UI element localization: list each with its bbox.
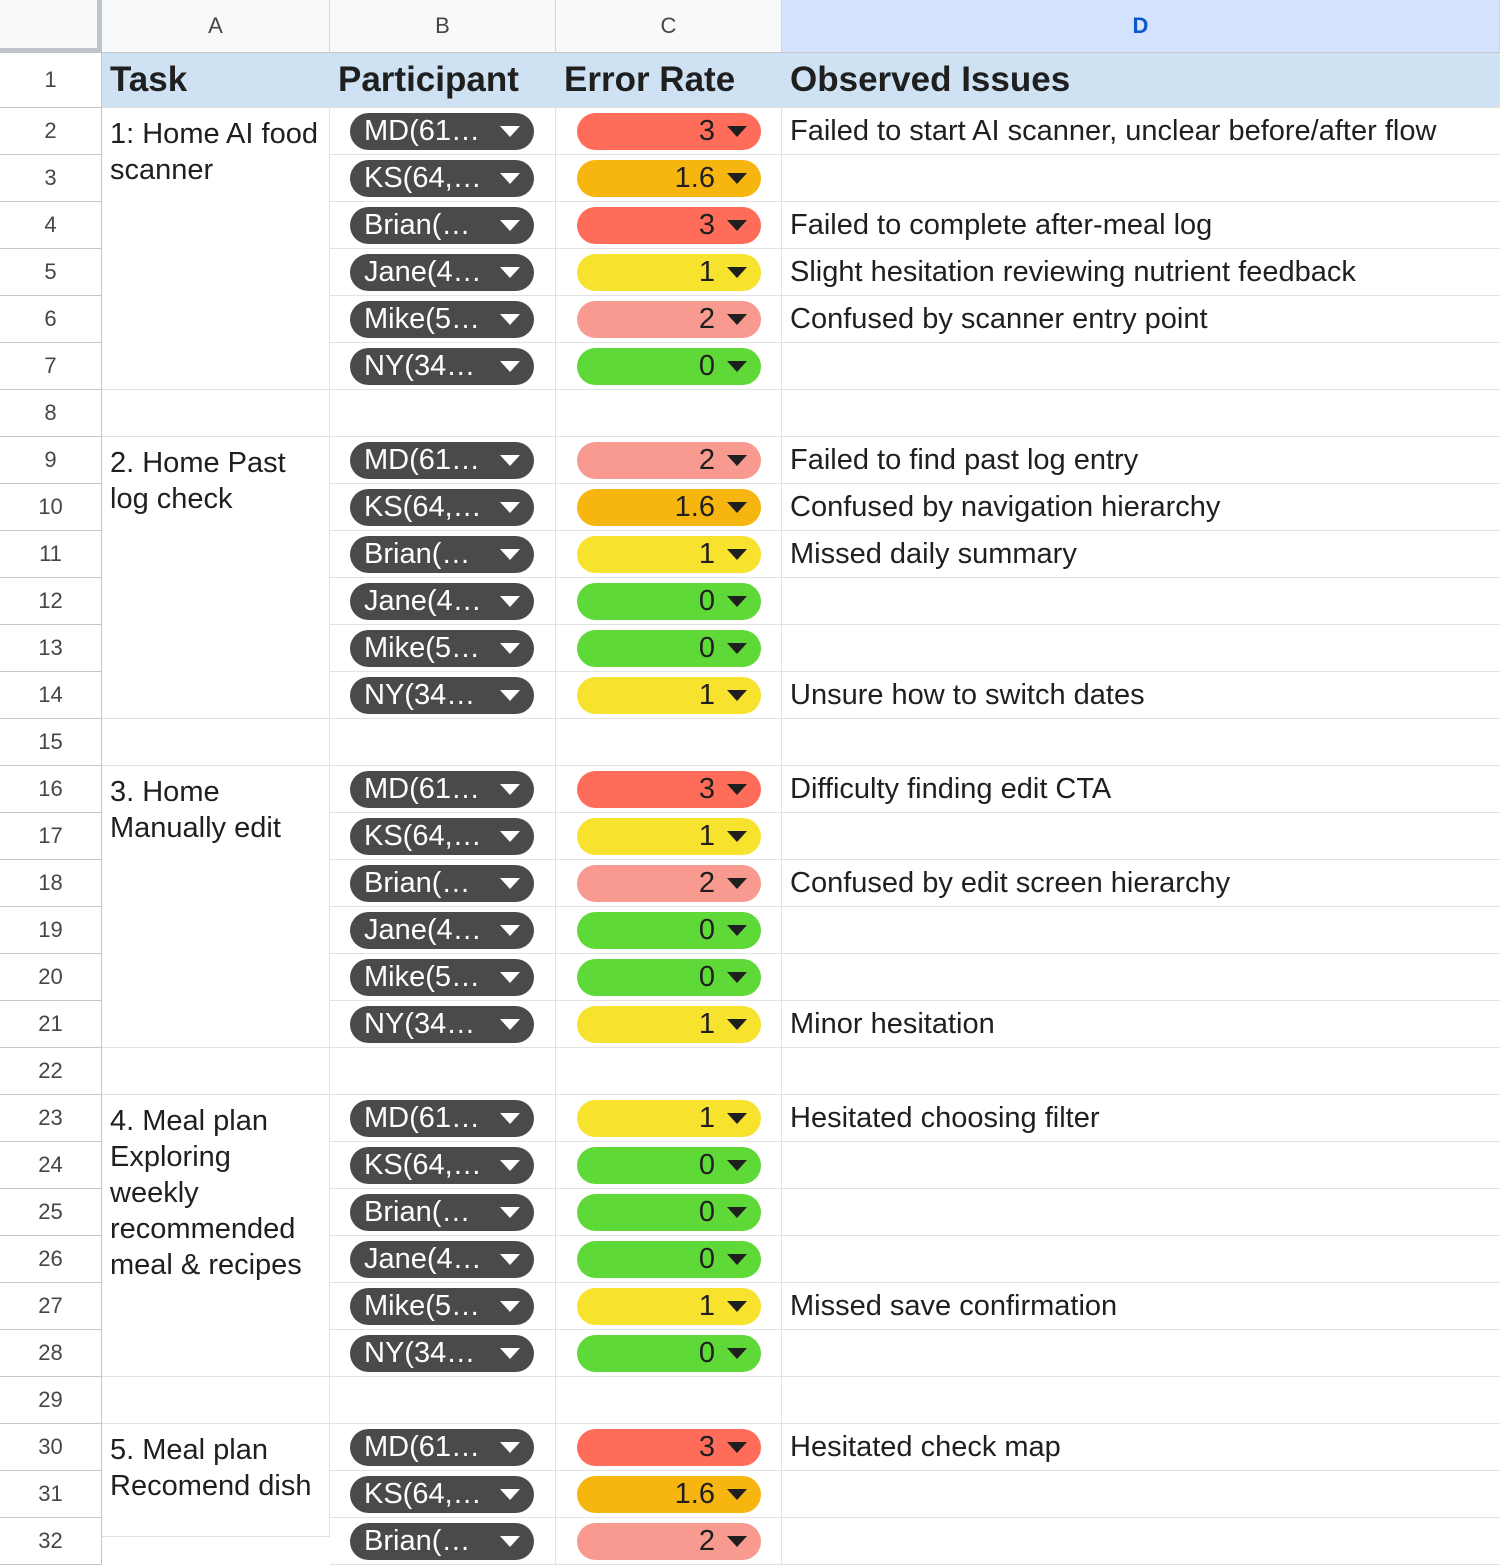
error-rate-value: 1 — [698, 1102, 715, 1134]
observed-issue-cell[interactable] — [782, 625, 1500, 672]
chevron-down-icon[interactable] — [500, 784, 520, 795]
error-rate-value: 3 — [698, 209, 715, 241]
error-rate-value: 0 — [698, 632, 715, 664]
row-header[interactable]: 13 — [0, 625, 102, 672]
error-rate-value: 1 — [698, 256, 715, 288]
chevron-down-icon[interactable] — [727, 173, 747, 184]
participant-label: Mike(5… — [364, 961, 481, 993]
row-header[interactable]: 8 — [0, 390, 102, 437]
error-rate-value: 1 — [698, 1008, 715, 1040]
participant-dropdown-chip[interactable] — [350, 113, 534, 150]
column-header-b[interactable]: B — [330, 0, 556, 53]
chevron-down-icon[interactable] — [500, 1160, 520, 1171]
chevron-down-icon[interactable] — [727, 1160, 747, 1171]
error-rate-value: 0 — [698, 1149, 715, 1181]
row-header[interactable]: 15 — [0, 719, 102, 766]
row-header[interactable]: 23 — [0, 1095, 102, 1142]
observed-issue-cell[interactable]: Unsure how to switch dates — [782, 672, 1500, 719]
participant-cell[interactable] — [330, 719, 556, 766]
row-header[interactable]: 3 — [0, 155, 102, 202]
participant-label: Jane(4… — [364, 256, 482, 288]
task-cell-1[interactable]: 1: Home AI food scanner — [102, 108, 330, 390]
error-rate-value: 3 — [698, 1431, 715, 1463]
task-cell-4[interactable]: 4. Meal plan Exploring weekly recommended meal & recipes — [102, 1095, 330, 1377]
error-rate-value: 2 — [698, 1525, 715, 1557]
row-header[interactable]: 6 — [0, 296, 102, 343]
participant-dropdown-chip[interactable] — [350, 1241, 534, 1278]
chevron-down-icon[interactable] — [727, 220, 747, 231]
observed-issue-cell[interactable] — [782, 343, 1500, 390]
row-header[interactable]: 4 — [0, 202, 102, 249]
chevron-down-icon[interactable] — [500, 925, 520, 936]
error-rate-value: 0 — [698, 350, 715, 382]
chevron-down-icon[interactable] — [500, 126, 520, 137]
chevron-down-icon[interactable] — [727, 549, 747, 560]
error-rate-dropdown-chip[interactable] — [577, 818, 761, 855]
chevron-down-icon[interactable] — [727, 972, 747, 983]
chevron-down-icon[interactable] — [727, 925, 747, 936]
row-header[interactable]: 22 — [0, 1048, 102, 1095]
error-rate-value: 0 — [698, 961, 715, 993]
observed-issue-cell[interactable]: Failed to find past log entry — [782, 437, 1500, 484]
participant-dropdown-chip[interactable] — [350, 1429, 534, 1466]
error-rate-value: 0 — [698, 1337, 715, 1369]
error-rate-value: 1 — [698, 538, 715, 570]
participant-dropdown-chip[interactable] — [350, 536, 534, 573]
chevron-down-icon[interactable] — [500, 1254, 520, 1265]
chevron-down-icon[interactable] — [500, 1019, 520, 1030]
participant-dropdown-chip[interactable] — [350, 442, 534, 479]
error-rate-dropdown-chip[interactable] — [577, 1147, 761, 1184]
error-rate-dropdown-chip[interactable] — [577, 442, 761, 479]
error-rate-dropdown-chip[interactable] — [577, 1006, 761, 1043]
chevron-down-icon[interactable] — [500, 502, 520, 513]
participant-label: NY(34… — [364, 679, 476, 711]
row-header[interactable]: 18 — [0, 860, 102, 907]
error-rate-dropdown-chip[interactable] — [577, 207, 761, 244]
row-header[interactable]: 21 — [0, 1001, 102, 1048]
participant-label: KS(64,… — [364, 1478, 482, 1510]
observed-issue-cell[interactable]: Failed to start AI scanner, unclear before/after flow — [782, 108, 1500, 155]
chevron-down-icon[interactable] — [500, 1536, 520, 1547]
chevron-down-icon[interactable] — [727, 502, 747, 513]
participant-dropdown-chip[interactable] — [350, 583, 534, 620]
error-rate-dropdown-chip[interactable] — [577, 348, 761, 385]
chevron-down-icon[interactable] — [500, 1207, 520, 1218]
chevron-down-icon[interactable] — [727, 1348, 747, 1359]
chevron-down-icon[interactable] — [727, 690, 747, 701]
participant-label: Brian(… — [364, 1196, 471, 1228]
row-header[interactable]: 28 — [0, 1330, 102, 1377]
observed-issue-cell[interactable] — [782, 155, 1500, 202]
select-all-corner[interactable] — [0, 0, 102, 53]
row-header[interactable]: 1 — [0, 53, 102, 108]
error-rate-value: 1.6 — [674, 162, 715, 194]
participant-label: NY(34… — [364, 350, 476, 382]
error-rate-dropdown-chip[interactable] — [577, 959, 761, 996]
participant-label: MD(61… — [364, 1102, 481, 1134]
row-header[interactable]: 16 — [0, 766, 102, 813]
participant-dropdown-chip[interactable] — [350, 865, 534, 902]
error-rate-value: 0 — [698, 1196, 715, 1228]
chevron-down-icon[interactable] — [727, 1489, 747, 1500]
error-rate-dropdown-chip[interactable] — [577, 254, 761, 291]
observed-issue-cell[interactable]: Minor hesitation — [782, 1001, 1500, 1048]
error-rate-cell[interactable] — [556, 390, 782, 437]
error-rate-dropdown-chip[interactable] — [577, 1335, 761, 1372]
participant-dropdown-chip[interactable] — [350, 959, 534, 996]
error-rate-value: 1.6 — [674, 491, 715, 523]
row-header[interactable]: 7 — [0, 343, 102, 390]
error-rate-cell[interactable] — [556, 1377, 782, 1424]
error-rate-dropdown-chip[interactable] — [577, 583, 761, 620]
chevron-down-icon[interactable] — [727, 1207, 747, 1218]
chevron-down-icon[interactable] — [727, 643, 747, 654]
participant-label: Brian(… — [364, 1525, 471, 1557]
observed-issue-cell[interactable]: Confused by scanner entry point — [782, 296, 1500, 343]
error-rate-dropdown-chip[interactable] — [577, 630, 761, 667]
header-cell-task[interactable]: Task — [102, 53, 330, 108]
chevron-down-icon[interactable] — [500, 361, 520, 372]
row-header[interactable]: 12 — [0, 578, 102, 625]
error-rate-value: 3 — [698, 115, 715, 147]
participant-dropdown-chip[interactable] — [350, 301, 534, 338]
chevron-down-icon[interactable] — [727, 1301, 747, 1312]
error-rate-dropdown-chip[interactable] — [577, 771, 761, 808]
empty-cell[interactable] — [102, 390, 330, 437]
chevron-down-icon[interactable] — [727, 1113, 747, 1124]
participant-label: KS(64,… — [364, 820, 482, 852]
observed-issue-cell[interactable]: Confused by edit screen hierarchy — [782, 860, 1500, 907]
chevron-down-icon[interactable] — [727, 878, 747, 889]
participant-label: MD(61… — [364, 773, 481, 805]
chevron-down-icon[interactable] — [500, 1489, 520, 1500]
error-rate-cell[interactable] — [556, 1048, 782, 1095]
observed-issue-cell[interactable] — [782, 954, 1500, 1001]
observed-issue-cell[interactable] — [782, 1142, 1500, 1189]
observed-issue-cell[interactable]: Missed save confirmation — [782, 1283, 1500, 1330]
error-rate-dropdown-chip[interactable] — [577, 1194, 761, 1231]
participant-dropdown-chip[interactable] — [350, 1288, 534, 1325]
participant-dropdown-chip[interactable] — [350, 1006, 534, 1043]
chevron-down-icon[interactable] — [500, 831, 520, 842]
participant-dropdown-chip[interactable] — [350, 912, 534, 949]
participant-label: MD(61… — [364, 1431, 481, 1463]
participant-dropdown-chip[interactable] — [350, 771, 534, 808]
chevron-down-icon[interactable] — [727, 1019, 747, 1030]
task-cell-3[interactable]: 3. Home Manually edit — [102, 766, 330, 1048]
error-rate-dropdown-chip[interactable] — [577, 1100, 761, 1137]
participant-label: MD(61… — [364, 115, 481, 147]
participant-dropdown-chip[interactable] — [350, 677, 534, 714]
column-header-c[interactable]: C — [556, 0, 782, 53]
chevron-down-icon[interactable] — [500, 1301, 520, 1312]
header-cell-observed-issues[interactable]: Observed Issues — [782, 53, 1500, 108]
participant-dropdown-chip[interactable] — [350, 818, 534, 855]
observed-issue-cell[interactable] — [782, 1048, 1500, 1095]
participant-dropdown-chip[interactable] — [350, 1476, 534, 1513]
participant-label: Jane(4… — [364, 914, 482, 946]
observed-issue-cell[interactable] — [782, 390, 1500, 437]
error-rate-value: 0 — [698, 585, 715, 617]
observed-issue-cell[interactable]: Hesitated check map — [782, 1424, 1500, 1471]
row-header[interactable]: 30 — [0, 1424, 102, 1471]
error-rate-value: 2 — [698, 303, 715, 335]
observed-issue-cell[interactable]: Slight hesitation reviewing nutrient feedback — [782, 249, 1500, 296]
participant-cell[interactable] — [330, 390, 556, 437]
participant-cell[interactable] — [330, 1377, 556, 1424]
chevron-down-icon[interactable] — [727, 831, 747, 842]
chevron-down-icon[interactable] — [500, 549, 520, 560]
chevron-down-icon[interactable] — [727, 361, 747, 372]
chevron-down-icon[interactable] — [500, 643, 520, 654]
row-header[interactable]: 31 — [0, 1471, 102, 1518]
participant-cell[interactable] — [330, 1048, 556, 1095]
observed-issue-cell[interactable]: Hesitated choosing filter — [782, 1095, 1500, 1142]
row-header[interactable]: 11 — [0, 531, 102, 578]
observed-issue-cell[interactable] — [782, 1189, 1500, 1236]
header-cell-participant[interactable]: Participant — [330, 53, 556, 108]
error-rate-dropdown-chip[interactable] — [577, 1523, 761, 1560]
error-rate-value: 1 — [698, 820, 715, 852]
chevron-down-icon[interactable] — [500, 596, 520, 607]
error-rate-dropdown-chip[interactable] — [577, 865, 761, 902]
participant-dropdown-chip[interactable] — [350, 348, 534, 385]
participant-label: KS(64,… — [364, 162, 482, 194]
error-rate-dropdown-chip[interactable] — [577, 1429, 761, 1466]
chevron-down-icon[interactable] — [500, 455, 520, 466]
row-header[interactable]: 19 — [0, 907, 102, 954]
participant-dropdown-chip[interactable] — [350, 1194, 534, 1231]
error-rate-dropdown-chip[interactable] — [577, 113, 761, 150]
error-rate-cell[interactable] — [556, 719, 782, 766]
chevron-down-icon[interactable] — [500, 1442, 520, 1453]
row-header[interactable]: 10 — [0, 484, 102, 531]
row-header[interactable]: 32 — [0, 1518, 102, 1565]
participant-label: KS(64,… — [364, 1149, 482, 1181]
chevron-down-icon[interactable] — [500, 173, 520, 184]
row-header[interactable]: 9 — [0, 437, 102, 484]
column-header-d[interactable]: D — [782, 0, 1500, 53]
row-header[interactable]: 25 — [0, 1189, 102, 1236]
observed-issue-cell[interactable] — [782, 1471, 1500, 1518]
chevron-down-icon[interactable] — [500, 1348, 520, 1359]
chevron-down-icon[interactable] — [727, 1442, 747, 1453]
row-header[interactable]: 2 — [0, 108, 102, 155]
error-rate-value: 0 — [698, 1243, 715, 1275]
row-header[interactable]: 29 — [0, 1377, 102, 1424]
chevron-down-icon[interactable] — [500, 267, 520, 278]
row-header[interactable]: 5 — [0, 249, 102, 296]
participant-dropdown-chip[interactable] — [350, 1147, 534, 1184]
participant-dropdown-chip[interactable] — [350, 1335, 534, 1372]
participant-label: KS(64,… — [364, 491, 482, 523]
participant-dropdown-chip[interactable] — [350, 1100, 534, 1137]
chevron-down-icon[interactable] — [500, 690, 520, 701]
chevron-down-icon[interactable] — [500, 314, 520, 325]
participant-label: Mike(5… — [364, 1290, 481, 1322]
chevron-down-icon[interactable] — [500, 878, 520, 889]
chevron-down-icon[interactable] — [727, 1536, 747, 1547]
error-rate-dropdown-chip[interactable] — [577, 1288, 761, 1325]
chevron-down-icon[interactable] — [727, 455, 747, 466]
error-rate-value: 1 — [698, 1290, 715, 1322]
error-rate-dropdown-chip[interactable] — [577, 160, 761, 197]
error-rate-dropdown-chip[interactable] — [577, 1476, 761, 1513]
participant-label: Mike(5… — [364, 632, 481, 664]
task-cell-5[interactable]: 5. Meal plan Recomend dish — [102, 1424, 330, 1537]
row-header[interactable]: 26 — [0, 1236, 102, 1283]
error-rate-dropdown-chip[interactable] — [577, 1241, 761, 1278]
participant-dropdown-chip[interactable] — [350, 1523, 534, 1560]
row-header[interactable]: 17 — [0, 813, 102, 860]
chevron-down-icon[interactable] — [727, 267, 747, 278]
error-rate-dropdown-chip[interactable] — [577, 677, 761, 714]
observed-issue-cell[interactable] — [782, 1518, 1500, 1565]
error-rate-value: 1 — [698, 679, 715, 711]
participant-dropdown-chip[interactable] — [350, 630, 534, 667]
error-rate-value: 2 — [698, 444, 715, 476]
chevron-down-icon[interactable] — [727, 126, 747, 137]
participant-dropdown-chip[interactable] — [350, 254, 534, 291]
empty-cell[interactable] — [102, 1377, 330, 1424]
participant-label: NY(34… — [364, 1337, 476, 1369]
participant-dropdown-chip[interactable] — [350, 207, 534, 244]
task-cell-2[interactable]: 2. Home Past log check — [102, 437, 330, 719]
empty-cell[interactable] — [102, 719, 330, 766]
participant-label: NY(34… — [364, 1008, 476, 1040]
observed-issue-cell[interactable]: Confused by navigation hierarchy — [782, 484, 1500, 531]
error-rate-value: 2 — [698, 867, 715, 899]
participant-dropdown-chip[interactable] — [350, 489, 534, 526]
observed-issue-cell[interactable] — [782, 1330, 1500, 1377]
empty-cell[interactable] — [102, 1048, 330, 1095]
error-rate-dropdown-chip[interactable] — [577, 301, 761, 338]
observed-issue-cell[interactable] — [782, 578, 1500, 625]
chevron-down-icon[interactable] — [727, 1254, 747, 1265]
error-rate-value: 1.6 — [674, 1478, 715, 1510]
observed-issue-cell[interactable] — [782, 719, 1500, 766]
observed-issue-cell[interactable] — [782, 907, 1500, 954]
header-cell-error-rate[interactable]: Error Rate — [556, 53, 782, 108]
observed-issue-cell[interactable] — [782, 813, 1500, 860]
chevron-down-icon[interactable] — [500, 220, 520, 231]
chevron-down-icon[interactable] — [727, 784, 747, 795]
error-rate-value: 0 — [698, 914, 715, 946]
row-header[interactable]: 20 — [0, 954, 102, 1001]
observed-issue-cell[interactable] — [782, 1236, 1500, 1283]
error-rate-dropdown-chip[interactable] — [577, 536, 761, 573]
participant-label: Brian(… — [364, 867, 471, 899]
row-header[interactable]: 24 — [0, 1142, 102, 1189]
participant-label: Brian(… — [364, 538, 471, 570]
row-header[interactable]: 14 — [0, 672, 102, 719]
participant-label: Brian(… — [364, 209, 471, 241]
chevron-down-icon[interactable] — [727, 314, 747, 325]
chevron-down-icon[interactable] — [500, 972, 520, 983]
observed-issue-cell[interactable]: Missed daily summary — [782, 531, 1500, 578]
chevron-down-icon[interactable] — [727, 596, 747, 607]
participant-label: Jane(4… — [364, 585, 482, 617]
observed-issue-cell[interactable]: Failed to complete after-meal log — [782, 202, 1500, 249]
error-rate-dropdown-chip[interactable] — [577, 912, 761, 949]
observed-issue-cell[interactable]: Difficulty finding edit CTA — [782, 766, 1500, 813]
chevron-down-icon[interactable] — [500, 1113, 520, 1124]
error-rate-value: 3 — [698, 773, 715, 805]
column-header-a[interactable]: A — [102, 0, 330, 53]
participant-dropdown-chip[interactable] — [350, 160, 534, 197]
error-rate-dropdown-chip[interactable] — [577, 489, 761, 526]
participant-label: Jane(4… — [364, 1243, 482, 1275]
row-header[interactable]: 27 — [0, 1283, 102, 1330]
participant-label: Mike(5… — [364, 303, 481, 335]
participant-label: MD(61… — [364, 444, 481, 476]
observed-issue-cell[interactable] — [782, 1377, 1500, 1424]
